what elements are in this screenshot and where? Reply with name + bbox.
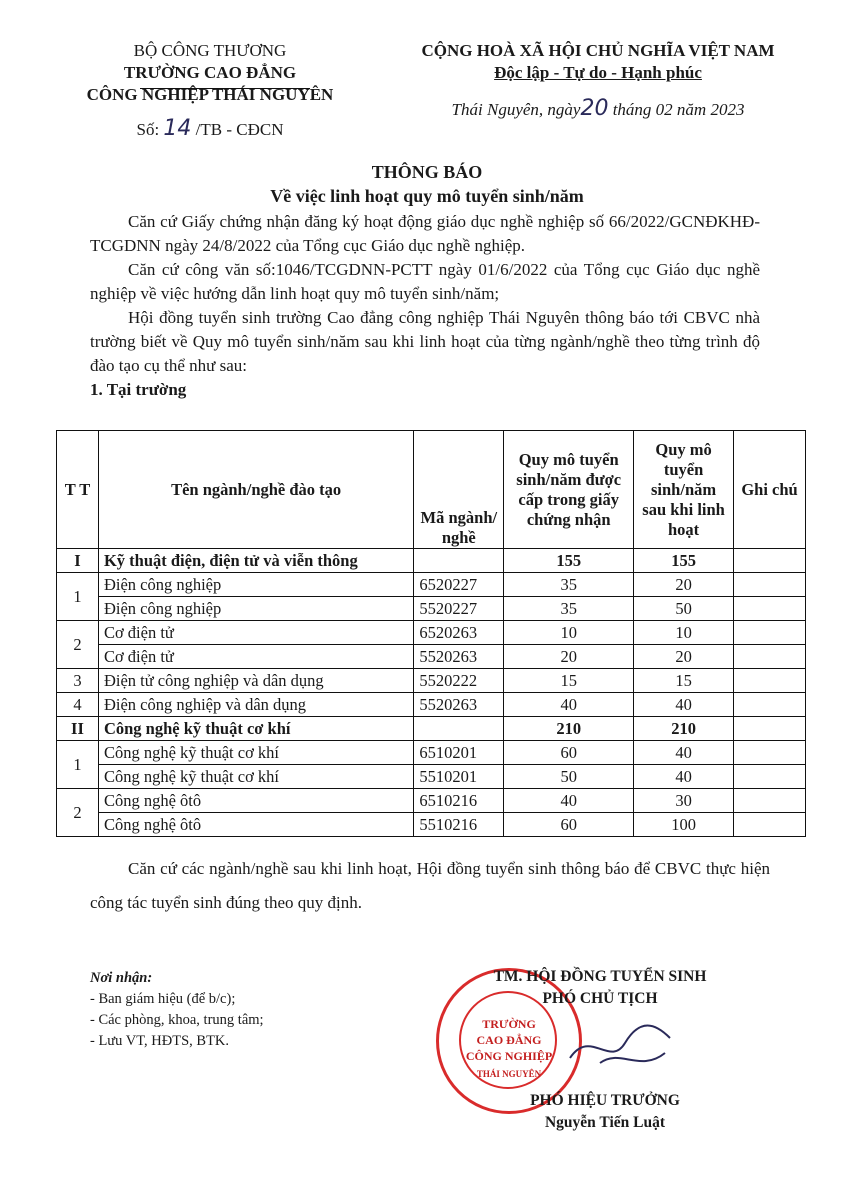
- table-group-row: [57, 549, 806, 573]
- header-code: Mã ngành/ nghề: [414, 431, 504, 549]
- title-block: [0, 160, 854, 208]
- document-number-handwritten: 14: [163, 116, 192, 141]
- row-code-cell: 6510216: [414, 789, 504, 813]
- table-group-row: [57, 717, 806, 741]
- row-name-cell: Công nghệ ôtô: [98, 789, 413, 813]
- row-quota-cert-cell: 35: [504, 597, 634, 621]
- table-row: [57, 789, 806, 813]
- quota-table: [56, 430, 806, 837]
- row-name-cell: Điện công nghiệp: [98, 597, 413, 621]
- row-quota-flex-cell: 40: [634, 765, 734, 789]
- table-row: [57, 669, 806, 693]
- signatory-name: Nguyễn Tiến Luật: [544, 1114, 666, 1131]
- row-note-cell: [734, 573, 806, 597]
- document-number: Số: 14 /TB - CĐCN: [136, 116, 284, 141]
- row-quota-cert-cell: 40: [504, 789, 634, 813]
- table-header-row: [57, 431, 806, 549]
- national-block: [378, 40, 818, 121]
- row-note-cell: [734, 765, 806, 789]
- section-heading: 1. Tại trường: [90, 380, 187, 399]
- issuer-block: [50, 40, 370, 141]
- row-quota-flex-cell: 100: [634, 813, 734, 837]
- row-quota-flex-cell: 10: [634, 621, 734, 645]
- closing-paragraph: Căn cứ các ngành/nghề sau khi linh hoạt, Hội đồng tuyển sinh thông báo để CBVC thực hiện công tác tuyển sinh đúng theo quy định.: [90, 859, 770, 912]
- table-row: [57, 693, 806, 717]
- group-quota-cert-cell: 155: [504, 549, 634, 573]
- row-note-cell: [734, 621, 806, 645]
- row-tt-cell: 2: [57, 621, 99, 669]
- row-quota-cert-cell: 40: [504, 693, 634, 717]
- row-quota-flex-cell: 30: [634, 789, 734, 813]
- row-note-cell: [734, 813, 806, 837]
- paragraph-1: Căn cứ Giấy chứng nhận đăng ký hoạt động giáo dục nghề nghiệp số 66/2022/GCNĐKHĐ-TCGDNN ngày 24/8/2022 của Tổng cục Giáo dục nghề nghiệp.: [90, 212, 760, 255]
- day-handwritten: 20: [580, 96, 609, 121]
- place-date: Thái Nguyên, ngày20 tháng 02 năm 2023: [451, 96, 745, 121]
- paragraph-3: Hội đồng tuyển sinh trường Cao đẳng công nghiệp Thái Nguyên thông báo tới CBVC nhà trường biết về Quy mô tuyển sinh/năm sau khi linh hoạt của từng ngành/nghề theo từng trình độ đào tạo cụ thể như sau:: [90, 308, 760, 375]
- table-row: [57, 621, 806, 645]
- issuer-underline: [140, 88, 310, 89]
- row-note-cell: [734, 741, 806, 765]
- signature-line1: TM. HỘI ĐỒNG TUYỂN SINH: [493, 968, 707, 985]
- row-quota-cert-cell: 50: [504, 765, 634, 789]
- table-row: [57, 813, 806, 837]
- table-row: [57, 741, 806, 765]
- recipients-label: Nơi nhận:: [90, 970, 153, 986]
- group-tt-cell: I: [57, 549, 99, 573]
- row-quota-cert-cell: 15: [504, 669, 634, 693]
- row-quota-cert-cell: 20: [504, 645, 634, 669]
- table-row: [57, 765, 806, 789]
- handwritten-signature: [560, 1018, 680, 1078]
- group-quota-flex-cell: 155: [634, 549, 734, 573]
- signatory-block: [490, 1090, 720, 1134]
- row-quota-flex-cell: 20: [634, 645, 734, 669]
- row-code-cell: 6510201: [414, 741, 504, 765]
- row-note-cell: [734, 597, 806, 621]
- group-name-cell: Công nghệ kỹ thuật cơ khí: [98, 717, 413, 741]
- national-motto: Độc lập - Tự do - Hạnh phúc: [494, 63, 702, 82]
- row-tt-cell: 1: [57, 741, 99, 789]
- header-quota-cert: Quy mô tuyển sinh/năm được cấp trong giấy chứng nhận: [504, 431, 634, 549]
- row-tt-cell: 2: [57, 789, 99, 837]
- group-quota-flex-cell: 210: [634, 717, 734, 741]
- paragraph-2: Căn cứ công văn số:1046/TCGDNN-PCTT ngày 01/6/2022 của Tổng cục Giáo dục nghề nghiệp về việc hướng dẫn linh hoạt quy mô tuyển sinh/năm;: [90, 260, 760, 303]
- group-code-cell: [414, 717, 504, 741]
- row-name-cell: Công nghệ ôtô: [98, 813, 413, 837]
- row-name-cell: Cơ điện tử: [98, 645, 413, 669]
- row-code-cell: 5520263: [414, 645, 504, 669]
- row-tt-cell: 1: [57, 573, 99, 621]
- recipient-item: - Ban giám hiệu (để b/c);: [90, 991, 236, 1007]
- row-code-cell: 5520263: [414, 693, 504, 717]
- row-quota-flex-cell: 50: [634, 597, 734, 621]
- row-name-cell: Công nghệ kỹ thuật cơ khí: [98, 765, 413, 789]
- row-code-cell: 6520263: [414, 621, 504, 645]
- row-name-cell: Cơ điện tử: [98, 621, 413, 645]
- recipient-item: - Các phòng, khoa, trung tâm;: [90, 1012, 264, 1028]
- row-tt-cell: 3: [57, 669, 99, 693]
- row-name-cell: Điện tử công nghiệp và dân dụng: [98, 669, 413, 693]
- school-name-line2: CÔNG NGHIỆP THÁI NGUYÊN: [86, 85, 334, 104]
- row-code-cell: 6520227: [414, 573, 504, 597]
- ministry-name: BỘ CÔNG THƯƠNG: [133, 41, 287, 60]
- document-subtitle: Về việc linh hoạt quy mô tuyển sinh/năm: [270, 186, 584, 206]
- table-row: [57, 645, 806, 669]
- row-note-cell: [734, 645, 806, 669]
- row-name-cell: Điện công nghiệp và dân dụng: [98, 693, 413, 717]
- row-quota-cert-cell: 60: [504, 741, 634, 765]
- row-quota-flex-cell: 40: [634, 741, 734, 765]
- row-code-cell: 5510201: [414, 765, 504, 789]
- row-name-cell: Công nghệ kỹ thuật cơ khí: [98, 741, 413, 765]
- signatory-title: PHÓ HIỆU TRƯỞNG: [530, 1092, 680, 1109]
- school-name-line1: TRƯỜNG CAO ĐẲNG: [123, 63, 297, 82]
- row-name-cell: Điện công nghiệp: [98, 573, 413, 597]
- header-note: Ghi chú: [734, 431, 806, 549]
- row-quota-flex-cell: 15: [634, 669, 734, 693]
- row-note-cell: [734, 669, 806, 693]
- group-name-cell: Kỹ thuật điện, điện tử và viễn thông: [98, 549, 413, 573]
- document-title: THÔNG BÁO: [371, 162, 483, 182]
- row-code-cell: 5520227: [414, 597, 504, 621]
- table-row: [57, 573, 806, 597]
- group-note-cell: [734, 717, 806, 741]
- group-tt-cell: II: [57, 717, 99, 741]
- signature-heading: [460, 966, 740, 1010]
- country-name: CỘNG HOÀ XÃ HỘI CHỦ NGHĨA VIỆT NAM: [421, 41, 775, 60]
- row-tt-cell: 4: [57, 693, 99, 717]
- header-quota-flex: Quy mô tuyển sinh/năm sau khi linh hoạt: [634, 431, 734, 549]
- table-body: [57, 549, 806, 837]
- group-quota-cert-cell: 210: [504, 717, 634, 741]
- recipients-block: [90, 968, 264, 1052]
- group-note-cell: [734, 549, 806, 573]
- header-name: Tên ngành/nghề đào tạo: [98, 431, 413, 549]
- official-seal: TRƯỜNG CAO ĐẲNG CÔNG NGHIỆP THÁI NGUYÊN: [436, 968, 582, 1114]
- recipient-item: - Lưu VT, HĐTS, BTK.: [90, 1033, 230, 1049]
- row-quota-flex-cell: 20: [634, 573, 734, 597]
- row-quota-cert-cell: 60: [504, 813, 634, 837]
- header-tt: T T: [57, 431, 99, 549]
- group-code-cell: [414, 549, 504, 573]
- table-row: [57, 597, 806, 621]
- signature-line2: PHÓ CHỦ TỊCH: [542, 990, 658, 1007]
- row-quota-cert-cell: 35: [504, 573, 634, 597]
- row-note-cell: [734, 693, 806, 717]
- row-quota-cert-cell: 10: [504, 621, 634, 645]
- row-quota-flex-cell: 40: [634, 693, 734, 717]
- row-note-cell: [734, 789, 806, 813]
- body-paragraphs: [90, 210, 760, 402]
- row-code-cell: 5520222: [414, 669, 504, 693]
- row-code-cell: 5510216: [414, 813, 504, 837]
